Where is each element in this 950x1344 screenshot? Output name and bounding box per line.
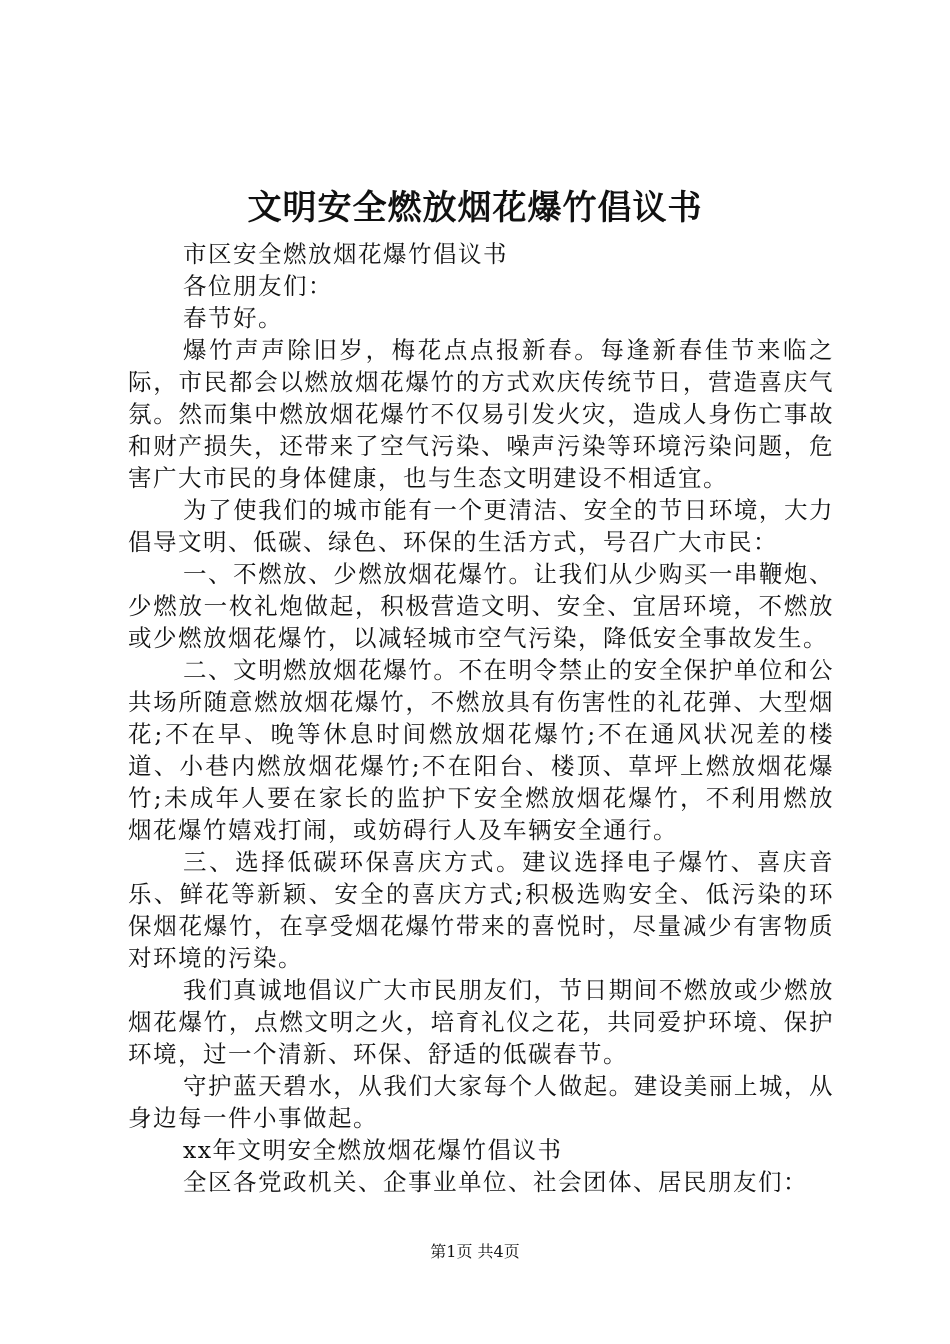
paragraph: 爆竹声声除旧岁，梅花点点报新春。每逢新春佳节来临之际，市民都会以燃放烟花爆竹的方式欢庆传统节日，营造喜庆气氛。然而集中燃放烟花爆竹不仅易引发火灾，造成人身伤亡事故和财产损失，还带来了空气污染、噪声污染等环境污染问题，危害广大市民的身体健康，也与生态文明建设不相适宜。 bbox=[128, 336, 834, 492]
paragraph: 我们真诚地倡议广大市民朋友们，节日期间不燃放或少燃放烟花爆竹，点燃文明之火，培育礼仪之花，共同爱护环境、保护环境，过一个清新、环保、舒适的低碳春节。 bbox=[128, 976, 834, 1068]
paragraph: 三、选择低碳环保喜庆方式。建议选择电子爆竹、喜庆音乐、鲜花等新颖、安全的喜庆方式;积极选购安全、低污染的环保烟花爆竹，在享受烟花爆竹带来的喜悦时，尽量减少有害物质对环境的污染。 bbox=[128, 848, 834, 972]
paragraph: 全区各党政机关、企事业单位、社会团体、居民朋友们： bbox=[183, 1168, 808, 1196]
document-title: 文明安全燃放烟花爆竹倡议书 bbox=[247, 188, 703, 228]
document-body bbox=[128, 238, 834, 1198]
page-footer: 第1页 共4页 bbox=[430, 1242, 520, 1261]
paragraph: xx年文明安全燃放烟花爆竹倡议书 bbox=[183, 1136, 563, 1164]
paragraph: 市区安全燃放烟花爆竹倡议书 bbox=[183, 240, 508, 268]
paragraph: 守护蓝天碧水，从我们大家每个人做起。建设美丽上城，从身边每一件小事做起。 bbox=[128, 1072, 834, 1132]
paragraph: 为了使我们的城市能有一个更清洁、安全的节日环境，大力倡导文明、低碳、绿色、环保的生活方式，号召广大市民： bbox=[128, 496, 834, 556]
paragraph: 各位朋友们： bbox=[183, 272, 333, 300]
paragraph: 二、文明燃放烟花爆竹。不在明令禁止的安全保护单位和公共场所随意燃放烟花爆竹，不燃放具有伤害性的礼花弹、大型烟花;不在早、晚等休息时间燃放烟花爆竹;不在通风状况差的楼道、小巷内燃放烟花爆竹;不在阳台、楼顶、草坪上燃放烟花爆竹;未成年人要在家长的监护下安全燃放烟花爆竹，不利用燃放烟花爆竹嬉戏打闹，或妨碍行人及车辆安全通行。 bbox=[128, 656, 834, 844]
paragraph: 一、不燃放、少燃放烟花爆竹。让我们从少购买一串鞭炮、少燃放一枚礼炮做起，积极营造文明、安全、宜居环境，不燃放或少燃放烟花爆竹，以减轻城市空气污染，降低安全事故发生。 bbox=[128, 560, 834, 652]
paragraph: 春节好。 bbox=[183, 304, 283, 332]
